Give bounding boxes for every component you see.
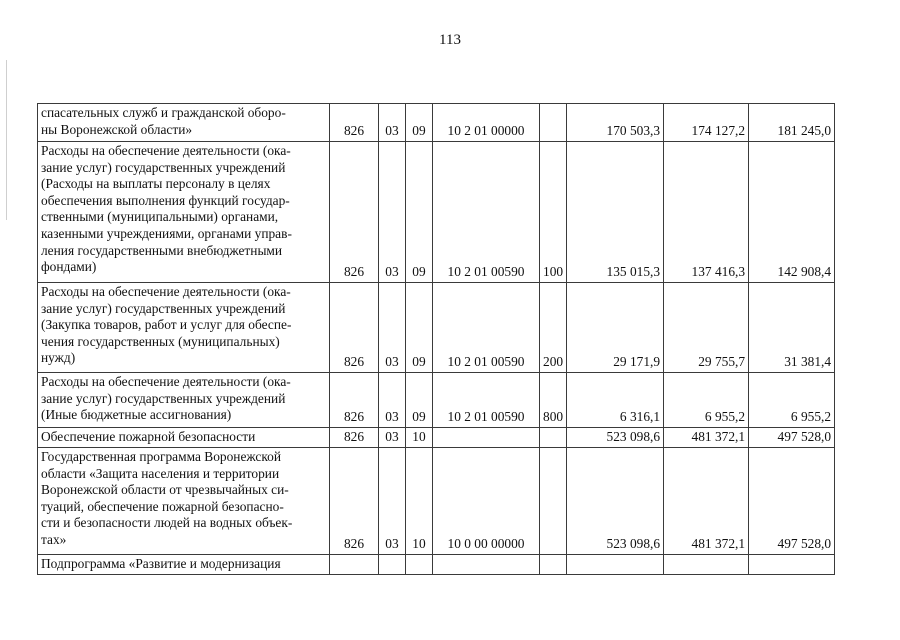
cell-section: 03 <box>379 104 406 142</box>
cell-sum-1 <box>567 555 664 575</box>
cell-sum-2: 174 127,2 <box>664 104 749 142</box>
page-number: 113 <box>439 32 461 48</box>
cell-expense-type <box>540 104 567 142</box>
cell-subsection: 10 <box>406 448 433 555</box>
cell-sum-3: 6 955,2 <box>749 373 835 428</box>
cell-grbs: 826 <box>330 142 379 283</box>
cell-target-article: 10 2 01 00590 <box>433 283 540 373</box>
cell-subsection: 09 <box>406 373 433 428</box>
cell-sum-3: 497 528,0 <box>749 428 835 448</box>
cell-expense-type: 100 <box>540 142 567 283</box>
cell-sum-2: 29 755,7 <box>664 283 749 373</box>
cell-target-article: 10 2 01 00590 <box>433 373 540 428</box>
cell-section: 03 <box>379 448 406 555</box>
cell-target-article <box>433 555 540 575</box>
cell-sum-1: 523 098,6 <box>567 448 664 555</box>
cell-sum-2: 481 372,1 <box>664 448 749 555</box>
budget-table <box>37 103 835 575</box>
cell-grbs: 826 <box>330 428 379 448</box>
cell-section: 03 <box>379 373 406 428</box>
table-row <box>38 283 835 373</box>
cell-section: 03 <box>379 428 406 448</box>
cell-name: Расходы на обеспечение деятельности (ока- зание услуг) государственных учреждений (Иные бюджетные ассигнования) <box>38 373 330 428</box>
cell-sum-3: 181 245,0 <box>749 104 835 142</box>
cell-grbs <box>330 555 379 575</box>
cell-target-article: 10 2 01 00000 <box>433 104 540 142</box>
cell-sum-1: 135 015,3 <box>567 142 664 283</box>
cell-subsection <box>406 555 433 575</box>
table-row <box>38 428 835 448</box>
cell-expense-type: 800 <box>540 373 567 428</box>
table-row <box>38 104 835 142</box>
cell-name: Обеспечение пожарной безопасности <box>38 428 330 448</box>
cell-sum-2: 6 955,2 <box>664 373 749 428</box>
table-row <box>38 448 835 555</box>
cell-sum-3 <box>749 555 835 575</box>
cell-sum-3: 31 381,4 <box>749 283 835 373</box>
cell-sum-3: 142 908,4 <box>749 142 835 283</box>
cell-name: Расходы на обеспечение деятельности (ока- зание услуг) государственных учреждений (Расходы на выплаты персоналу в целях обеспечения выполнения функций государ- ственными (муниципальными) органами, казенными учреждениями, органами управ- ления государственными внебюджетными фондами) <box>38 142 330 283</box>
cell-grbs: 826 <box>330 283 379 373</box>
cell-subsection: 09 <box>406 283 433 373</box>
cell-name: спасательных служб и гражданской оборо- ны Воронежской области» <box>38 104 330 142</box>
cell-sum-3: 497 528,0 <box>749 448 835 555</box>
cell-grbs: 826 <box>330 373 379 428</box>
cell-sum-1: 29 171,9 <box>567 283 664 373</box>
cell-grbs: 826 <box>330 448 379 555</box>
table-row <box>38 142 835 283</box>
table-row <box>38 555 835 575</box>
cell-expense-type <box>540 428 567 448</box>
cell-name: Расходы на обеспечение деятельности (ока- зание услуг) государственных учреждений (Закупка товаров, работ и услуг для обеспе- чения государственных (муниципальных) нужд) <box>38 283 330 373</box>
cell-subsection: 10 <box>406 428 433 448</box>
cell-target-article: 10 0 00 00000 <box>433 448 540 555</box>
cell-expense-type <box>540 448 567 555</box>
cell-grbs: 826 <box>330 104 379 142</box>
cell-sum-2: 137 416,3 <box>664 142 749 283</box>
cell-sum-2: 481 372,1 <box>664 428 749 448</box>
cell-name: Государственная программа Воронежской области «Защита населения и территории Воронежской области от чрезвычайных си- туаций, обеспечение пожарной безопасно- сти и безопасности людей на водных объек- тах» <box>38 448 330 555</box>
cell-expense-type: 200 <box>540 283 567 373</box>
cell-sum-2 <box>664 555 749 575</box>
cell-name: Подпрограмма «Развитие и модернизация <box>38 555 330 575</box>
cell-target-article: 10 2 01 00590 <box>433 142 540 283</box>
cell-target-article <box>433 428 540 448</box>
cell-expense-type <box>540 555 567 575</box>
cell-subsection: 09 <box>406 142 433 283</box>
cell-subsection: 09 <box>406 104 433 142</box>
cell-section <box>379 555 406 575</box>
cell-sum-1: 6 316,1 <box>567 373 664 428</box>
cell-sum-1: 170 503,3 <box>567 104 664 142</box>
cell-sum-1: 523 098,6 <box>567 428 664 448</box>
table-row <box>38 373 835 428</box>
scan-edge-mark <box>6 60 7 220</box>
cell-section: 03 <box>379 142 406 283</box>
cell-section: 03 <box>379 283 406 373</box>
